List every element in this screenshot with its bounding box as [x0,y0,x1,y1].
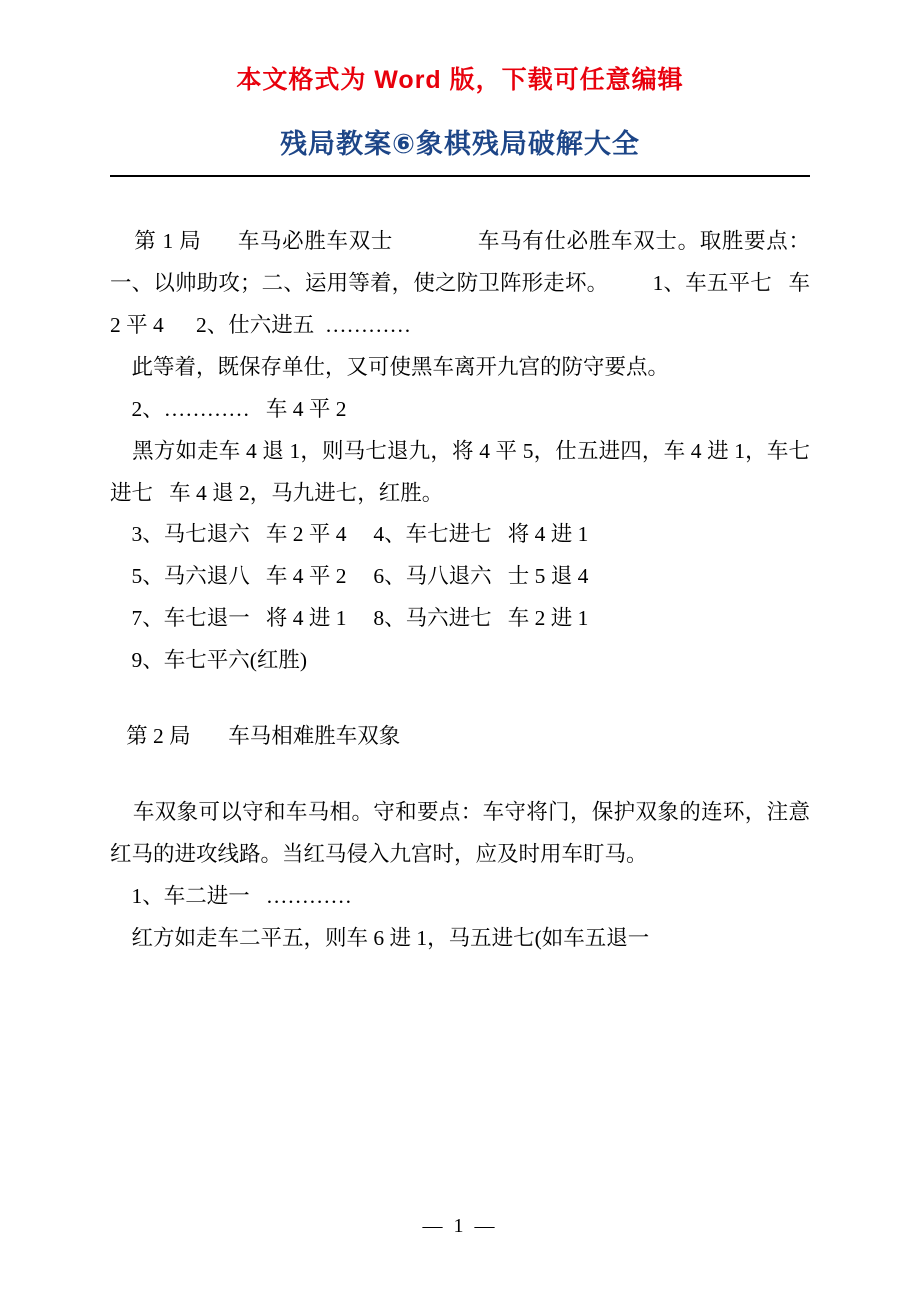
paragraph: 3、马七退六 车 2 平 4 4、车七进七 将 4 进 1 [110,522,589,547]
paragraph: 1、车二进一 ………… [110,883,352,908]
page-title: 残局教案⑥象棋残局破解大全 [280,129,640,159]
paragraph: 第 1 局 车马必胜车双士 车马有仕必胜车双士。取胜要点：一、以帅助攻；二、运用等着，使之防卫阵形走坏。 1、车五平七 车 2 平 4 2、仕六进五 ………… [110,229,816,337]
paragraph: 9、车七平六(红胜) [110,648,308,673]
paragraph: 5、马六退八 车 4 平 2 6、马八退六 士 5 退 4 [110,564,589,589]
paragraph: 黑方如走车 4 退 1，则马七退九，将 4 平 5，仕五进四，车 4 进 1，车七进七 车 4 退 2，马九进七，红胜。 [110,438,810,505]
paragraph: 此等着，既保存单仕，又可使黑车离开九宫的防守要点。 [110,354,670,379]
document-body [110,221,816,960]
title-divider [110,175,810,177]
paragraph: 2、………… 车 4 平 2 [110,396,347,421]
page-number: — 1 — [422,1215,498,1237]
paragraph: 车双象可以守和车马相。守和要点：车守将门，保护双象的连环，注意红马的进攻线路。当红马侵入九宫时，应及时用车盯马。 [110,800,810,866]
section-spacer [110,758,810,792]
word-format-banner: 本文格式为 Word 版，下载可任意编辑 [236,66,684,94]
section-heading-game-2: 第 2 局 车马相难胜车双象 [110,724,401,749]
section-spacer [110,682,810,716]
paragraph: 7、车七退一 将 4 进 1 8、马六进七 车 2 进 1 [110,606,589,631]
paragraph: 红方如走车二平五，则车 6 进 1，马五进七(如车五退一 [110,925,650,950]
